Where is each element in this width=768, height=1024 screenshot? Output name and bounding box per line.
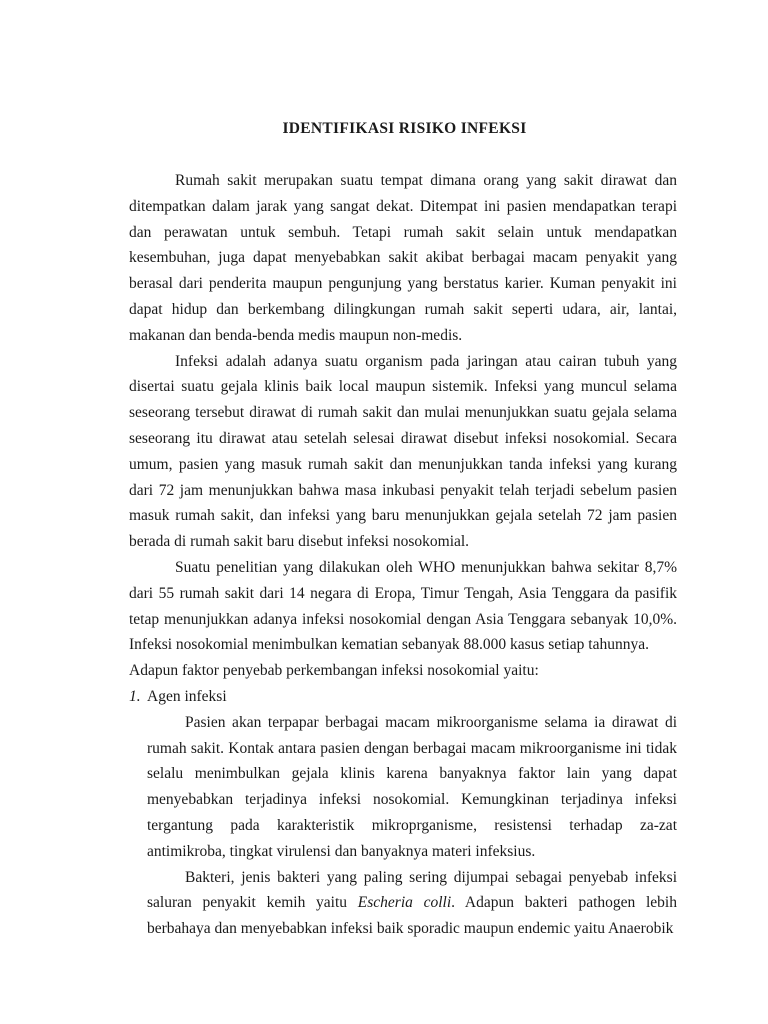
document-title: IDENTIFIKASI RISIKO INFEKSI: [282, 120, 527, 137]
list-item: [129, 684, 677, 710]
paragraph: [147, 865, 677, 942]
text-run: Bakteri, jenis bakteri yang paling sering dijumpai sebagai penyebab infeksi saluran penyakit kemih yaitu: [147, 868, 677, 912]
document-body: [129, 168, 677, 942]
paragraph: Rumah sakit merupakan suatu tempat dimana orang yang sakit dirawat dan ditempatkan dalam jarak yang sangat dekat. Ditempat ini pasien mendapatkan terapi dan perawatan untuk sembuh. Tetapi rumah sakit selain untuk mendapatkan kesembuhan, juga dapat menyebabkan sakit akibat berbagai macam penyakit yang berasal dari penderita maupun pengunjung yang berstatus karier. Kuman penyakit ini dapat hidup dan berkembang dilingkungan rumah sakit seperti udara, air, lantai, makanan dan benda-benda medis maupun non-medis.: [129, 172, 677, 344]
list-heading: Agen infeksi: [147, 687, 227, 705]
list-number: 1.: [129, 687, 141, 705]
paragraph: Pasien akan terpapar berbagai macam mikroorganisme selama ia dirawat di rumah sakit. Kontak antara pasien dengan berbagai macam mikroorganisme ini tidak selalu menimbulkan gejala klinis karena banyaknya faktor lain yang dapat menyebabkan terjadinya infeksi nosokomial. Kemungkinan terjadinya infeksi tergantung pada karakteristik mikroprganisme, resistensi terhadap za-zat antimikroba, tingkat virulensi dan banyaknya materi infeksius.: [147, 713, 677, 860]
factor-list: [129, 684, 677, 942]
intro-line: Adapun faktor penyebab perkembangan infeksi nosokomial yaitu:: [129, 662, 539, 680]
paragraph: Infeksi adalah adanya suatu organism pada jaringan atau cairan tubuh yang disertai suatu gejala klinis baik local maupun sistemik. Infeksi yang muncul selama seseorang tersebut dirawat di rumah sakit dan mulai menunjukkan suatu gejala selama seseorang itu dirawat atau setelah selesai dirawat disebut infeksi nosokomial. Secara umum, pasien yang masuk rumah sakit dan menunjukkan tanda infeksi yang kurang dari 72 jam menunjukkan bahwa masa inkubasi penyakit telah terjadi sebelum pasien masuk rumah sakit, dan infeksi yang baru menunjukkan gejala setelah 72 jam pasien berada di rumah sakit baru disebut infeksi nosokomial.: [129, 352, 677, 551]
text-run: . Adapun bakteri pathogen lebih berbahaya dan menyebabkan infeksi baik sporadic maupun endemic yaitu Anaerobik: [147, 894, 677, 938]
species-name: Escheria colli: [357, 894, 452, 912]
list-item-content: [147, 710, 677, 942]
paragraph: Suatu penelitian yang dilakukan oleh WHO menunjukkan bahwa sekitar 8,7% dari 55 rumah sakit dari 14 negara di Eropa, Timur Tengah, Asia Tenggara da pasifik tetap menunjukkan adanya infeksi nosokomial dengan Asia Tenggara sebanyak 10,0%. Infeksi nosokomial menimbulkan kematian sebanyak 88.000 kasus setiap tahunnya.: [129, 558, 677, 654]
